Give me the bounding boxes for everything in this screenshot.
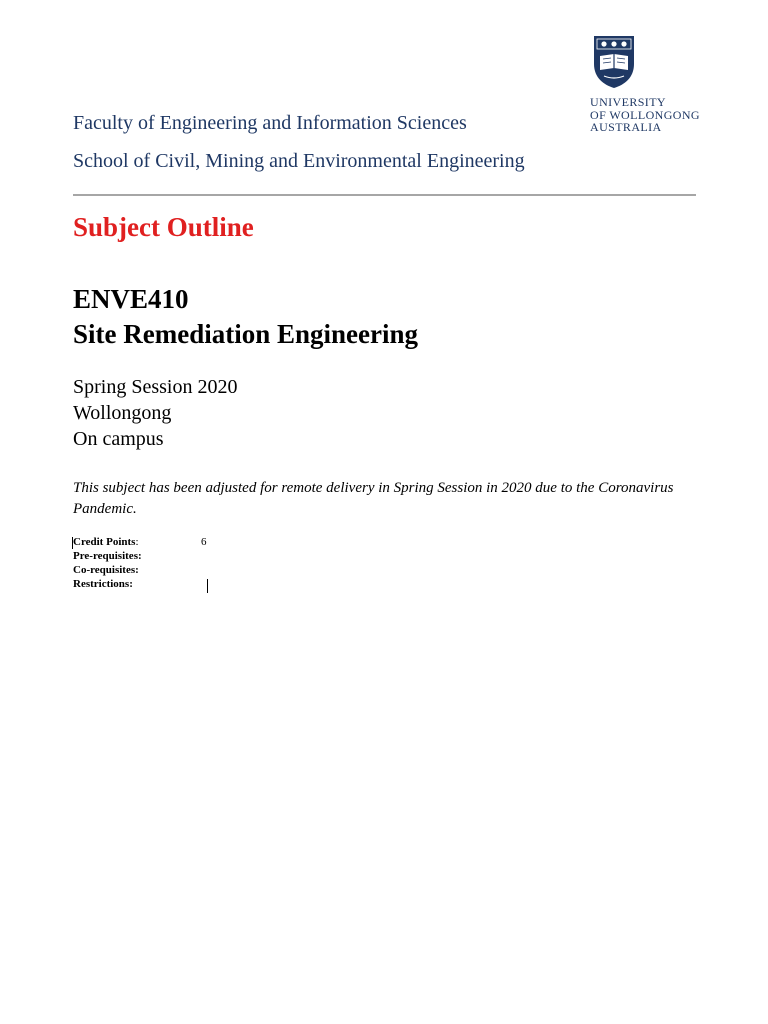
corequisites-row: [73, 564, 139, 576]
logo-line-australia: AUSTRALIA: [590, 120, 662, 134]
credit-points-row: [73, 536, 207, 548]
logo-line-university: UNIVERSITY: [590, 95, 666, 109]
logo-wordmark: [590, 96, 700, 134]
table-cell-border-mark: [207, 579, 208, 593]
document-title: Subject Outline: [73, 212, 254, 242]
remote-delivery-notice: This subject has been adjusted for remote delivery in Spring Session in 2020 due to the Coronavirus Pandemic.: [73, 480, 674, 517]
subject-code: ENVE410: [73, 284, 189, 314]
session-term: Spring Session 2020: [73, 376, 238, 398]
university-logo: [588, 34, 728, 134]
session-campus: Wollongong: [73, 402, 172, 424]
corequisites-label: Co-requisites:: [73, 564, 139, 576]
logo-line-wollongong: OF WOLLONGONG: [590, 107, 700, 122]
faculty-name: Faculty of Engineering and Information Sciences: [73, 112, 467, 134]
subject-name: Site Remediation Engineering: [73, 319, 418, 349]
credit-points-label: Credit Points: [73, 536, 136, 548]
session-mode: On campus: [73, 428, 164, 450]
header-divider: [73, 194, 696, 196]
school-name: School of Civil, Mining and Environmental Engineering: [73, 150, 525, 172]
restrictions-row: [73, 578, 133, 590]
credit-points-colon: :: [135, 536, 139, 548]
crest-icon: [592, 34, 636, 90]
credit-points-value: 6: [201, 536, 207, 548]
restrictions-label: Restrictions:: [73, 578, 133, 590]
prerequisites-label: Pre-requisites:: [73, 550, 142, 562]
prerequisites-row: [73, 550, 142, 562]
